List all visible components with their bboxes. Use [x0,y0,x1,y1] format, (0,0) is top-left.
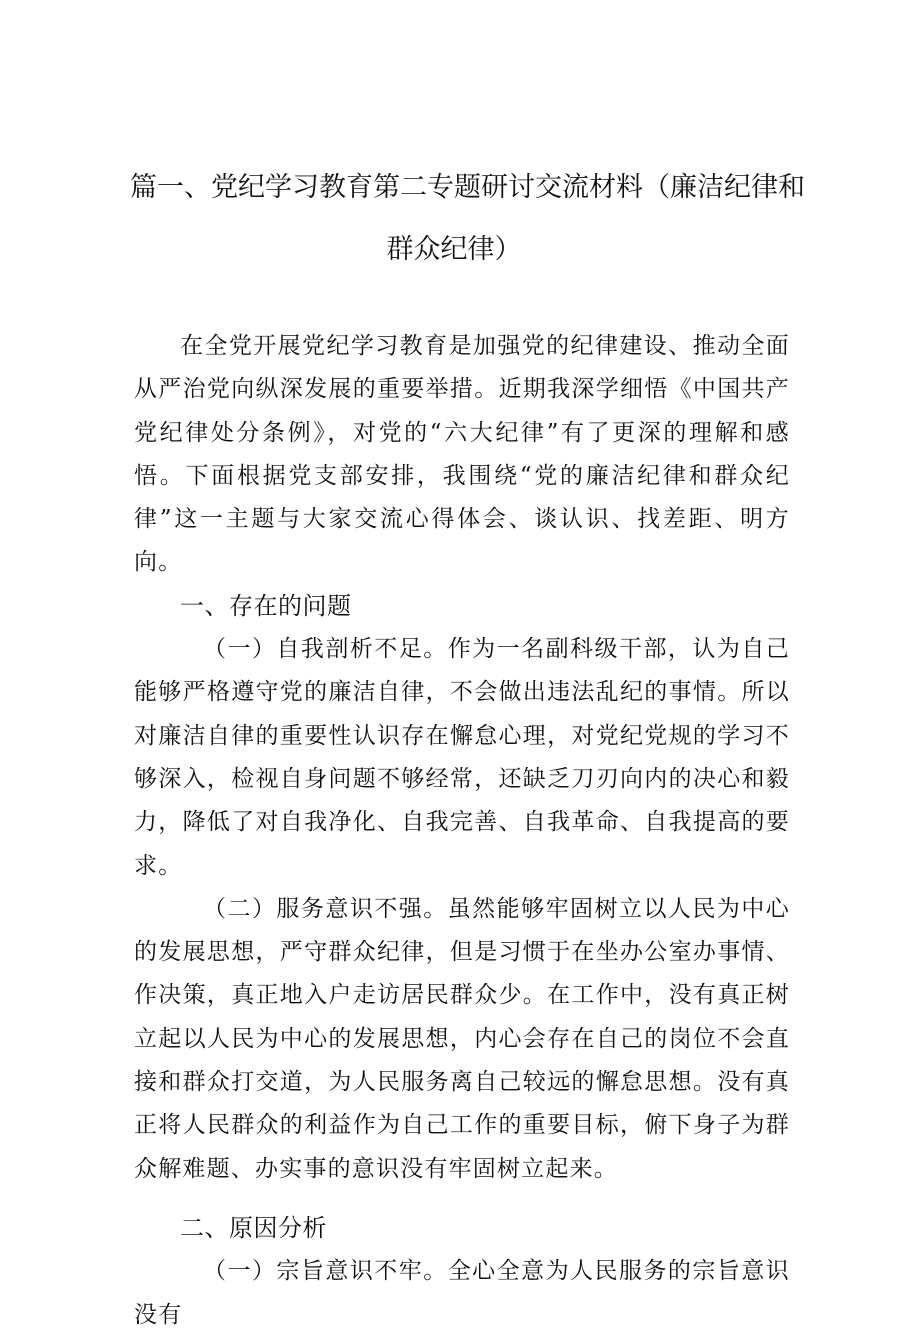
problem-paragraph-2: （二）服务意识不强。虽然能够牢固树立以人民为中心的发展思想，严守群众纪律，但是习惯于在坐办公室办事情、作决策，真正地入户走访居民群众少。在工作中，没有真正树立起以人民为中心的发展思想，内心会存在自己的岗位不会直接和群众打交道，为人民服务离自己较远的懈怠思想。没有真正将人民群众的利益作为自己工作的重要目标，俯下身子为群众解难题、办实事的意识没有牢固树立起来。 [134,895,790,1182]
document-body [134,325,790,1337]
document-title-line-2: 群众纪律） [386,234,522,265]
document-title-line-1: 篇一、党纪学习教育第二专题研讨交流材料（廉洁纪律和 [130,172,805,203]
section-heading-problems: 一、存在的问题 [180,591,352,620]
document-title [130,170,805,268]
intro-paragraph: 在全党开展党纪学习教育是加强党的纪律建设、推动全面从严治党向纵深发展的重要举措。近期我深学细悟《中国共产党纪律处分条例》，对党的“六大纪律”有了更深的理解和感悟。下面根据党支部安排，我围绕“党的廉洁纪律和群众纪律”这一主题与大家交流心得体会、谈认识、找差距、明方向。 [134,333,790,576]
cause-paragraph-1: （一）宗旨意识不牢。全心全意为人民服务的宗旨意识没有 [134,1258,790,1328]
problem-paragraph-1: （一）自我剖析不足。作为一名副科级干部，认为自己能够严格遵守党的廉洁自律，不会做出违法乱纪的事情。所以对廉洁自律的重要性认识存在懈怠心理，对党纪党规的学习不够深入，检视自身问题不够经常，还缺乏刀刃向内的决心和毅力，降低了对自我净化、自我完善、自我革命、自我提高的要求。 [134,636,790,879]
section-heading-causes: 二、原因分析 [180,1213,327,1242]
